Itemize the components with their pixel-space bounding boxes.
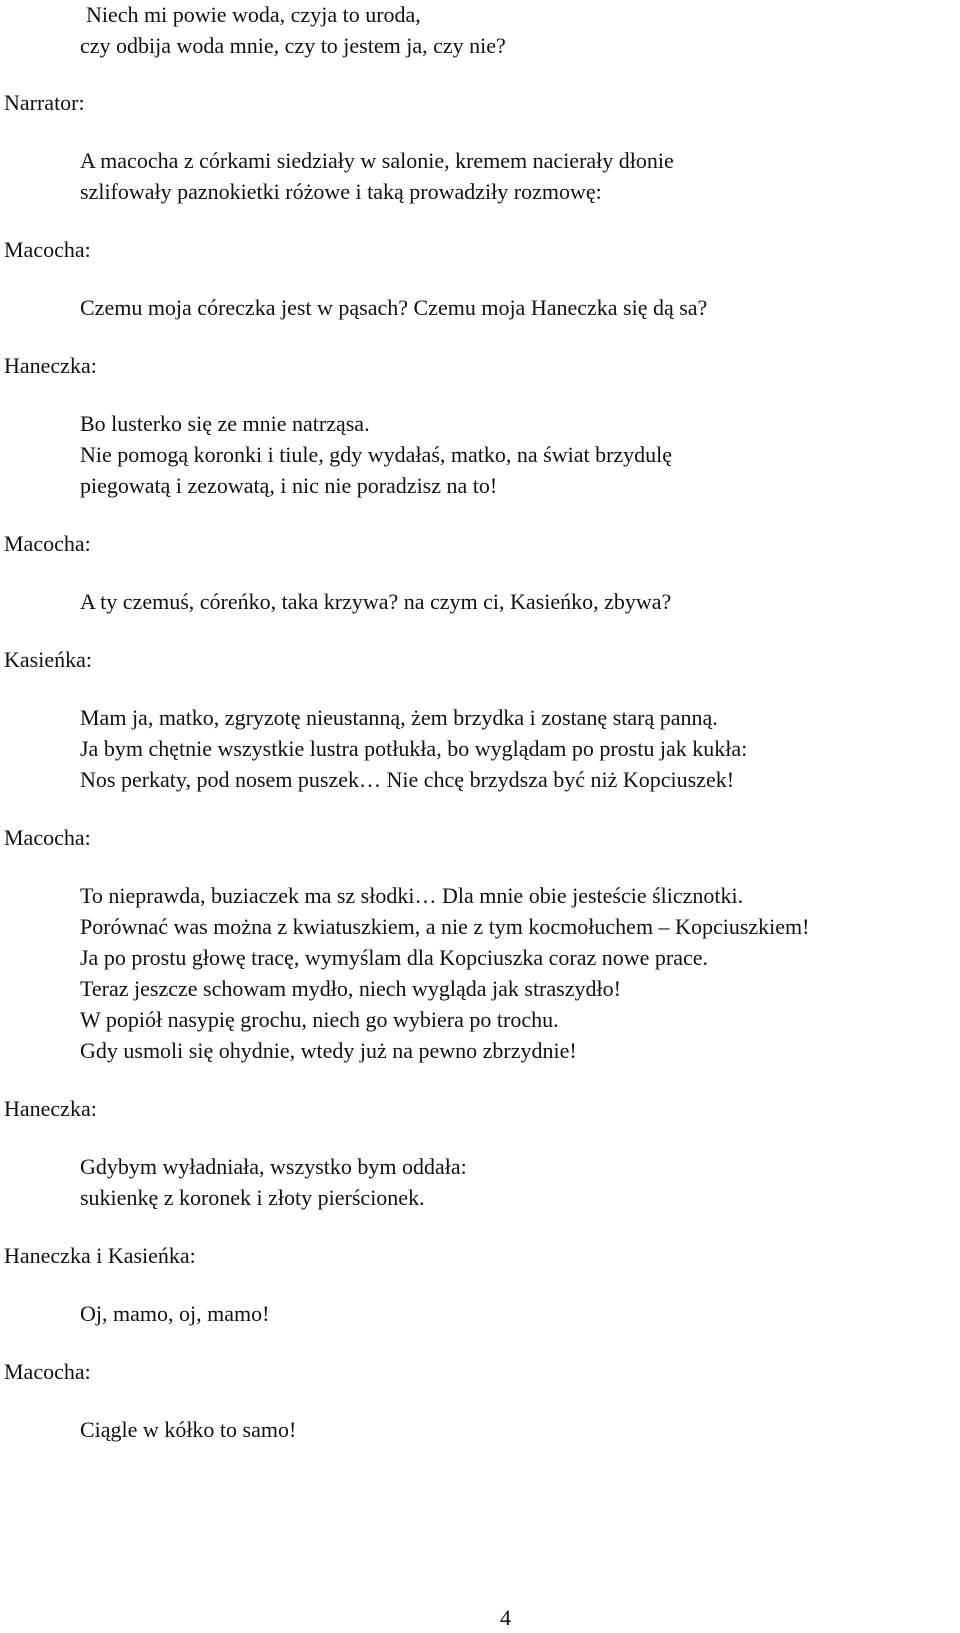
haneczka-line-4: Gdybym wyładniała, wszystko bym oddała: <box>80 1154 467 1179</box>
kasienka-line-2: Ja bym chętnie wszystkie lustra potłukła, bo wyglądam po prostu jak kukła: <box>80 736 748 761</box>
speaker-macocha: Macocha: <box>4 825 91 850</box>
macocha-line-8: Gdy usmoli się ohydnie, wtedy już na pewno zbrzydnie! <box>80 1038 577 1063</box>
haneczka-line-1: Bo lusterko się ze mnie natrząsa. <box>80 411 370 436</box>
speaker-haneczka: Haneczka: <box>4 353 97 378</box>
speaker-macocha: Macocha: <box>4 531 91 556</box>
speaker-haneczka: Haneczka: <box>4 1096 97 1121</box>
haneczka-line-5: sukienkę z koronek i złoty pierścionek. <box>80 1185 425 1210</box>
speaker-narrator: Narrator: <box>4 90 85 115</box>
haneczka-line-2: Nie pomogą koronki i tiule, gdy wydałaś, matko, na świat brzydulę <box>80 442 673 467</box>
kasienka-line-3: Nos perkaty, pod nosem puszek… Nie chcę brzydsza być niż Kopciuszek! <box>80 767 735 792</box>
narrator-line-2: szlifowały paznokietki różowe i taką prowadziły rozmowę: <box>80 179 602 204</box>
speaker-kasienka: Kasieńka: <box>4 647 92 672</box>
opening-line-2: czy odbija woda mnie, czy to jestem ja, czy nie? <box>80 33 506 58</box>
speaker-macocha: Macocha: <box>4 237 91 262</box>
speaker-macocha: Macocha: <box>4 1359 91 1384</box>
duet-line-1: Oj, mamo, oj, mamo! <box>80 1301 270 1326</box>
macocha-line-7: W popiół nasypię grochu, niech go wybiera po trochu. <box>80 1007 559 1032</box>
macocha-line-1: Czemu moja córeczka jest w pąsach? Czemu moja Haneczka się dą sa? <box>80 295 708 320</box>
haneczka-line-3: piegowatą i zezowatą, i nic nie poradzisz na to! <box>80 473 498 498</box>
macocha-line-2: A ty czemuś, córeńko, taka krzywa? na czym ci, Kasieńko, zbywa? <box>80 589 672 614</box>
macocha-line-4: Porównać was można z kwiatuszkiem, a nie z tym kocmołuchem – Kopciuszkiem! <box>80 914 810 939</box>
opening-line-1: Niech mi powie woda, czyja to uroda, <box>86 2 421 27</box>
narrator-line-1: A macocha z córkami siedziały w salonie, kremem nacierały dłonie <box>80 148 674 173</box>
macocha-line-5: Ja po prostu głowę tracę, wymyślam dla Kopciuszka coraz nowe prace. <box>80 945 708 970</box>
macocha-line-9: Ciągle w kółko to samo! <box>80 1417 297 1442</box>
speaker-haneczka-kasienka: Haneczka i Kasieńka: <box>4 1243 196 1268</box>
macocha-line-3: To nieprawda, buziaczek ma sz słodki… Dla mnie obie jesteście ślicznotki. <box>80 883 744 908</box>
page-number: 4 <box>500 1605 511 1630</box>
macocha-line-6: Teraz jeszcze schowam mydło, niech wygląda jak straszydło! <box>80 976 621 1001</box>
kasienka-line-1: Mam ja, matko, zgryzotę nieustanną, żem brzydka i zostanę starą panną. <box>80 705 718 730</box>
